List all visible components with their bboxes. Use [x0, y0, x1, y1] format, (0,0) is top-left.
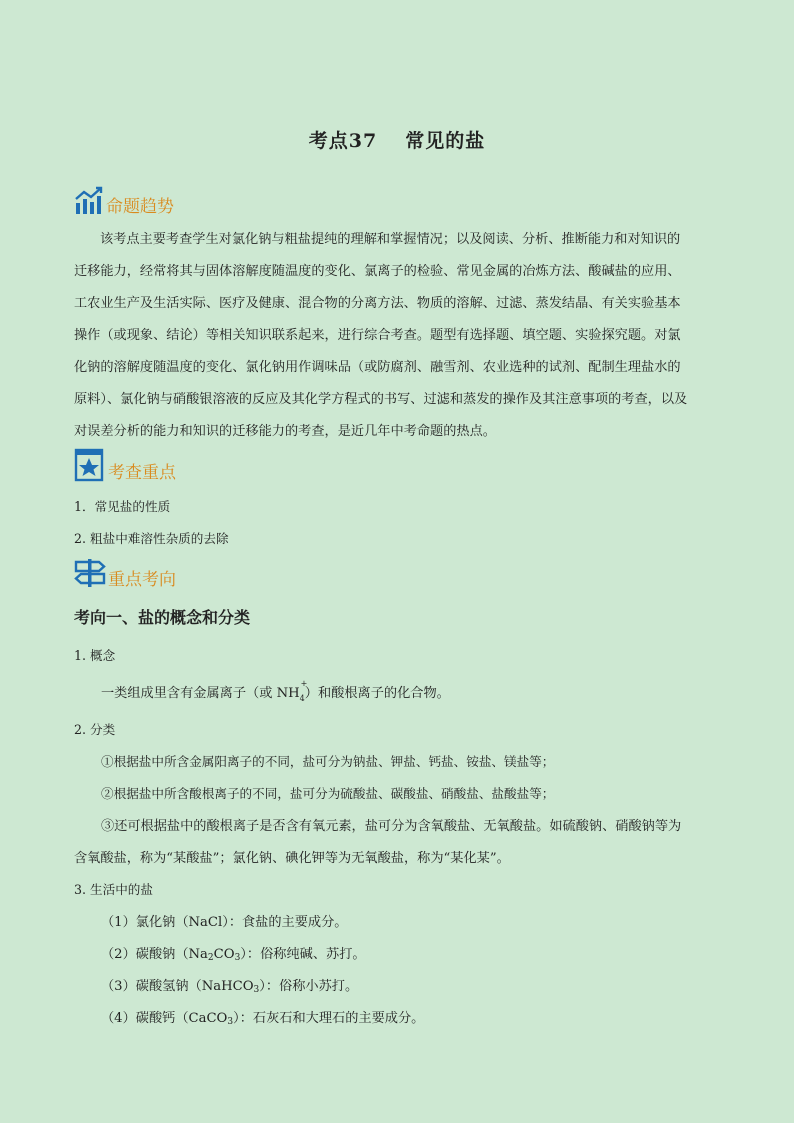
classify-item-cont: 含氧酸盐，称为“某酸盐”；氯化钠、碘化钾等为无氧酸盐，称为“某化某”。 [74, 851, 510, 866]
concept-definition: 一类组成里含有金属离子（或 NH + $_4$）和酸根离子的化合物。 [101, 679, 450, 703]
keypoint-item: 1．常见盐的性质 [74, 499, 171, 514]
classify-label: 2. 分类 [74, 722, 116, 737]
section-trend-heading [74, 184, 174, 216]
chart-trend-icon [74, 186, 104, 216]
trend-line: 迁移能力，经常将其与固体溶解度随温度的变化、氯离子的检验、常见金属的冶炼方法、酸碱盐的应用、 [74, 264, 681, 279]
title-prefix: 考点37 [308, 130, 378, 152]
classify-item: ①根据盐中所含金属阳离子的不同，盐可分为钠盐、钾盐、钙盐、铵盐、镁盐等； [101, 754, 555, 769]
trend-line: 对误差分析的能力和知识的迁移能力的考查，是近几年中考命题的热点。 [74, 424, 496, 439]
section-trend-label: 命题趋势 [106, 197, 174, 217]
subsection-heading: 考向一、盐的概念和分类 [74, 608, 251, 627]
trend-line: 化钠的溶解度随温度的变化、氯化钠用作调味品（或防腐剂、融雪剂、农业选种的试剂、配制生理盐水的 [74, 360, 681, 375]
trend-line: 工农业生产及生活实际、医疗及健康、混合物的分离方法、物质的溶解、过滤、蒸发结晶、有关实验基本 [74, 296, 681, 311]
title-name: 常见的盐 [405, 130, 486, 152]
trend-line: 原料）、氯化钠与硝酸银溶液的反应及其化学方程式的书写、过滤和蒸发的操作及其注意事项的考查，以及 [74, 392, 688, 407]
classify-item: ②根据盐中所含酸根离子的不同，盐可分为硫酸盐、碳酸盐、硝酸盐、盐酸盐等； [101, 786, 555, 801]
ammonium-ion-script: + $_4$ [299, 679, 308, 703]
trend-line: 操作（或现象、结论）等相关知识联系起来，进行综合考查。题型有选择题、填空题、实验探究题。对氯 [74, 328, 681, 343]
section-direction-label: 重点考向 [108, 570, 176, 590]
classify-item: ③还可根据盐中的酸根离子是否含有氧元素，盐可分为含氧酸盐、无氧酸盐。如硫酸钠、硝酸钠等为 [101, 819, 682, 834]
life-item: （3）碳酸氢钠（NaHCO$_3$）：俗称小苏打。 [101, 979, 359, 995]
trend-line: 该考点主要考查学生对氯化钠与粗盐提纯的理解和掌握情况；以及阅读、分析、推断能力和对知识的 [100, 232, 681, 247]
life-item: （1）氯化钠（NaCl）：食盐的主要成分。 [101, 915, 348, 930]
section-direction-heading [74, 557, 176, 589]
signpost-icon [74, 557, 106, 589]
section-keypoints-heading [74, 450, 176, 482]
page-title [0, 126, 794, 153]
keypoint-item: 2. 粗盐中难溶性杂质的去除 [74, 531, 229, 546]
life-item: （4）碳酸钙（CaCO$_3$）：石灰石和大理石的主要成分。 [101, 1011, 425, 1027]
concept-label: 1. 概念 [74, 648, 116, 663]
life-item: （2）碳酸钠$(Na_2CO_3)$：俗称纯碱、苏打。 [101, 947, 366, 963]
star-folder-icon [74, 448, 106, 482]
life-label: 3. 生活中的盐 [74, 882, 153, 897]
trend-paragraph [74, 224, 722, 448]
section-keypoints-label: 考查重点 [108, 463, 176, 483]
